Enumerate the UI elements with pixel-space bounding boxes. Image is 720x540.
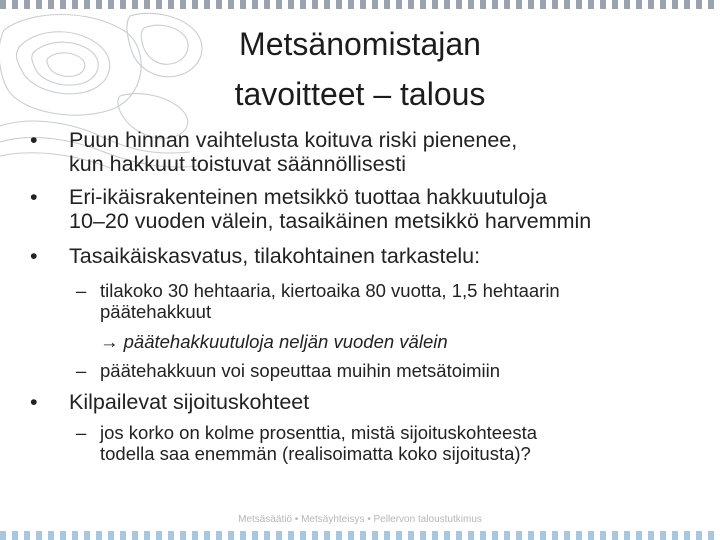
- bullet-marker: •: [30, 390, 38, 414]
- arrow-note: → päätehakkuutuloja neljän vuoden välein: [100, 331, 448, 352]
- bullet-text: Eri-ikäisrakenteinen metsikkö tuottaa hakkuutuloja: [69, 185, 548, 209]
- slide-title-line-1: Metsänomistajan: [239, 26, 481, 62]
- bullet-text-continuation: kun hakkuut toistuvat säännöllisesti: [69, 152, 407, 176]
- sub-bullet-text: päätehakkuun voi sopeuttaa muihin metsätoimiin: [100, 360, 501, 381]
- bullet-marker: •: [30, 244, 38, 268]
- bullet-text: Tasaikäiskasvatus, tilakohtainen tarkastelu:: [69, 244, 481, 268]
- slide-title-line-2: tavoitteet – talous: [234, 76, 486, 112]
- sub-bullet-text-continuation: todella saa enemmän (realisoimatta koko sijoitusta)?: [100, 443, 531, 464]
- bullet-text-continuation: 10–20 vuoden välein, tasaikäinen metsikkö harvemmin: [69, 209, 592, 233]
- sub-bullet-text: jos korko on kolme prosenttia, mistä sijoituskohteesta: [100, 422, 538, 443]
- dash-marker: –: [76, 280, 87, 301]
- dash-marker: –: [76, 360, 87, 381]
- bottom-decorative-strip: [0, 531, 720, 540]
- slide-footer: Metsäsäätiö • Metsäyhteisys • Pellervon taloustutkimus: [238, 514, 482, 525]
- sub-bullet-text: tilakoko 30 hehtaaria, kiertoaika 80 vuotta, 1,5 hehtaarin: [100, 280, 560, 301]
- dash-marker: –: [76, 422, 87, 443]
- bullet-text: Kilpailevat sijoituskohteet: [69, 390, 310, 414]
- bullet-marker: •: [30, 185, 38, 209]
- bullet-text: Puun hinnan vaihtelusta koituva riski pienenee,: [69, 128, 518, 152]
- sub-bullet-text-continuation: päätehakkuut: [100, 301, 212, 322]
- bullet-marker: •: [30, 128, 38, 152]
